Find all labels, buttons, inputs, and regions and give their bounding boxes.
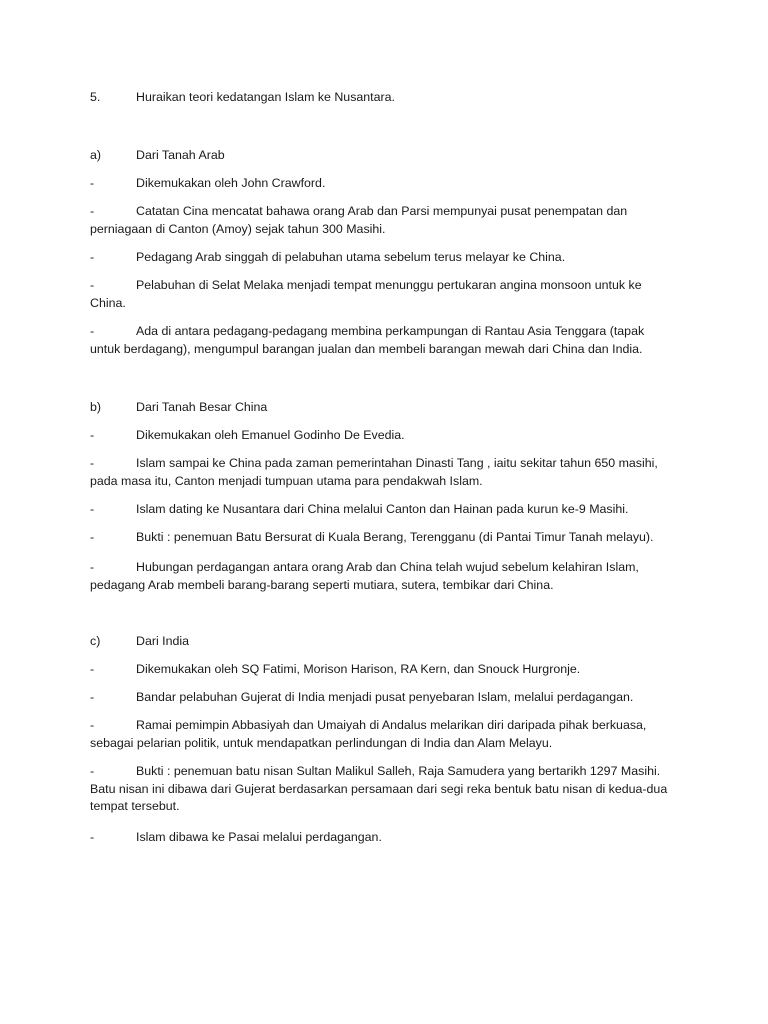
section-marker: a) xyxy=(90,148,102,162)
list-item xyxy=(90,661,680,679)
list-item xyxy=(90,203,680,238)
point-continuation: untuk berdagang), mengumpul barangan jualan dan membeli barangan mewah dari China dan India. xyxy=(90,341,643,356)
list-item xyxy=(90,501,680,519)
bullet-dash: - xyxy=(90,718,95,732)
question-title: Huraikan teori kedatangan Islam ke Nusantara. xyxy=(136,90,395,104)
list-item xyxy=(90,323,680,358)
list-item xyxy=(90,249,680,267)
bullet-dash: - xyxy=(90,324,95,338)
bullet-dash: - xyxy=(90,250,95,264)
section-heading: Dari India xyxy=(136,634,190,648)
list-item xyxy=(90,529,680,547)
bullet-dash: - xyxy=(90,204,95,218)
point-text: Pelabuhan di Selat Melaka menjadi tempat menunggu pertukaran angina monsoon untuk ke xyxy=(136,278,642,292)
bullet-dash: - xyxy=(90,830,95,844)
bullet-dash: - xyxy=(90,456,95,470)
point-text: Dikemukakan oleh Emanuel Godinho De Evedia. xyxy=(136,428,405,442)
point-text: Hubungan perdagangan antara orang Arab dan China telah wujud sebelum kelahiran Islam, xyxy=(136,560,639,574)
point-continuation: sebagai pelarian politik, untuk mendapatkan perlindungan di India dan Alam Melayu. xyxy=(90,735,553,750)
section-b-heading xyxy=(90,399,680,417)
point-text: Islam sampai ke China pada zaman pemerintahan Dinasti Tang , iaitu sekitar tahun 650 masihi, xyxy=(136,456,658,470)
bullet-dash: - xyxy=(90,662,95,676)
list-item xyxy=(90,559,680,594)
list-item xyxy=(90,829,680,847)
point-continuation: perniagaan di Canton (Amoy) sejak tahun 300 Masihi. xyxy=(90,221,386,236)
section-c-heading xyxy=(90,633,680,651)
section-marker: b) xyxy=(90,400,102,414)
question-number: 5. xyxy=(90,90,101,104)
point-continuation: pedagang Arab membeli barang-barang seperti mutiara, sutera, tembikar dari China. xyxy=(90,577,554,592)
bullet-dash: - xyxy=(90,764,95,778)
point-continuation: China. xyxy=(90,295,126,310)
bullet-dash: - xyxy=(90,428,95,442)
point-text: Bukti : penemuan Batu Bersurat di Kuala Berang, Terengganu (di Pantai Timur Tanah melayu). xyxy=(136,530,654,544)
list-item xyxy=(90,277,680,312)
section-heading: Dari Tanah Arab xyxy=(136,148,225,162)
point-text: Islam dating ke Nusantara dari China melalui Canton dan Hainan pada kurun ke-9 Masihi. xyxy=(136,502,629,516)
list-item xyxy=(90,455,680,490)
list-item xyxy=(90,427,680,445)
bullet-dash: - xyxy=(90,690,95,704)
point-continuation: pada masa itu, Canton menjadi tumpuan utama para pendakwah Islam. xyxy=(90,473,483,488)
bullet-dash: - xyxy=(90,560,95,574)
point-continuation: Batu nisan ini dibawa dari Gujerat berdasarkan persamaan dari segi reka bentuk batu nisan di kedua-dua tempat tersebut. xyxy=(90,781,668,813)
point-text: Ada di antara pedagang-pedagang membina perkampungan di Rantau Asia Tenggara (tapak xyxy=(136,324,645,338)
question-heading xyxy=(90,89,680,107)
bullet-dash: - xyxy=(90,530,95,544)
list-item xyxy=(90,175,680,193)
point-text: Dikemukakan oleh SQ Fatimi, Morison Harison, RA Kern, dan Snouck Hurgronje. xyxy=(136,662,581,676)
bullet-dash: - xyxy=(90,502,95,516)
section-marker: c) xyxy=(90,634,101,648)
bullet-dash: - xyxy=(90,176,95,190)
list-item xyxy=(90,689,680,707)
list-item xyxy=(90,763,680,816)
point-text: Bukti : penemuan batu nisan Sultan Malikul Salleh, Raja Samudera yang bertarikh 1297 Masihi. xyxy=(136,764,661,778)
bullet-dash: - xyxy=(90,278,95,292)
point-text: Dikemukakan oleh John Crawford. xyxy=(136,176,326,190)
section-a-heading xyxy=(90,147,680,165)
point-text: Islam dibawa ke Pasai melalui perdagangan. xyxy=(136,830,382,844)
point-text: Bandar pelabuhan Gujerat di India menjadi pusat penyebaran Islam, melalui perdagangan. xyxy=(136,690,634,704)
point-text: Catatan Cina mencatat bahawa orang Arab dan Parsi mempunyai pusat penempatan dan xyxy=(136,204,628,218)
point-text: Ramai pemimpin Abbasiyah dan Umaiyah di Andalus melarikan diri daripada pihak berkuasa, xyxy=(136,718,647,732)
point-text: Pedagang Arab singgah di pelabuhan utama sebelum terus melayar ke China. xyxy=(136,250,566,264)
list-item xyxy=(90,717,680,752)
section-heading: Dari Tanah Besar China xyxy=(136,400,268,414)
